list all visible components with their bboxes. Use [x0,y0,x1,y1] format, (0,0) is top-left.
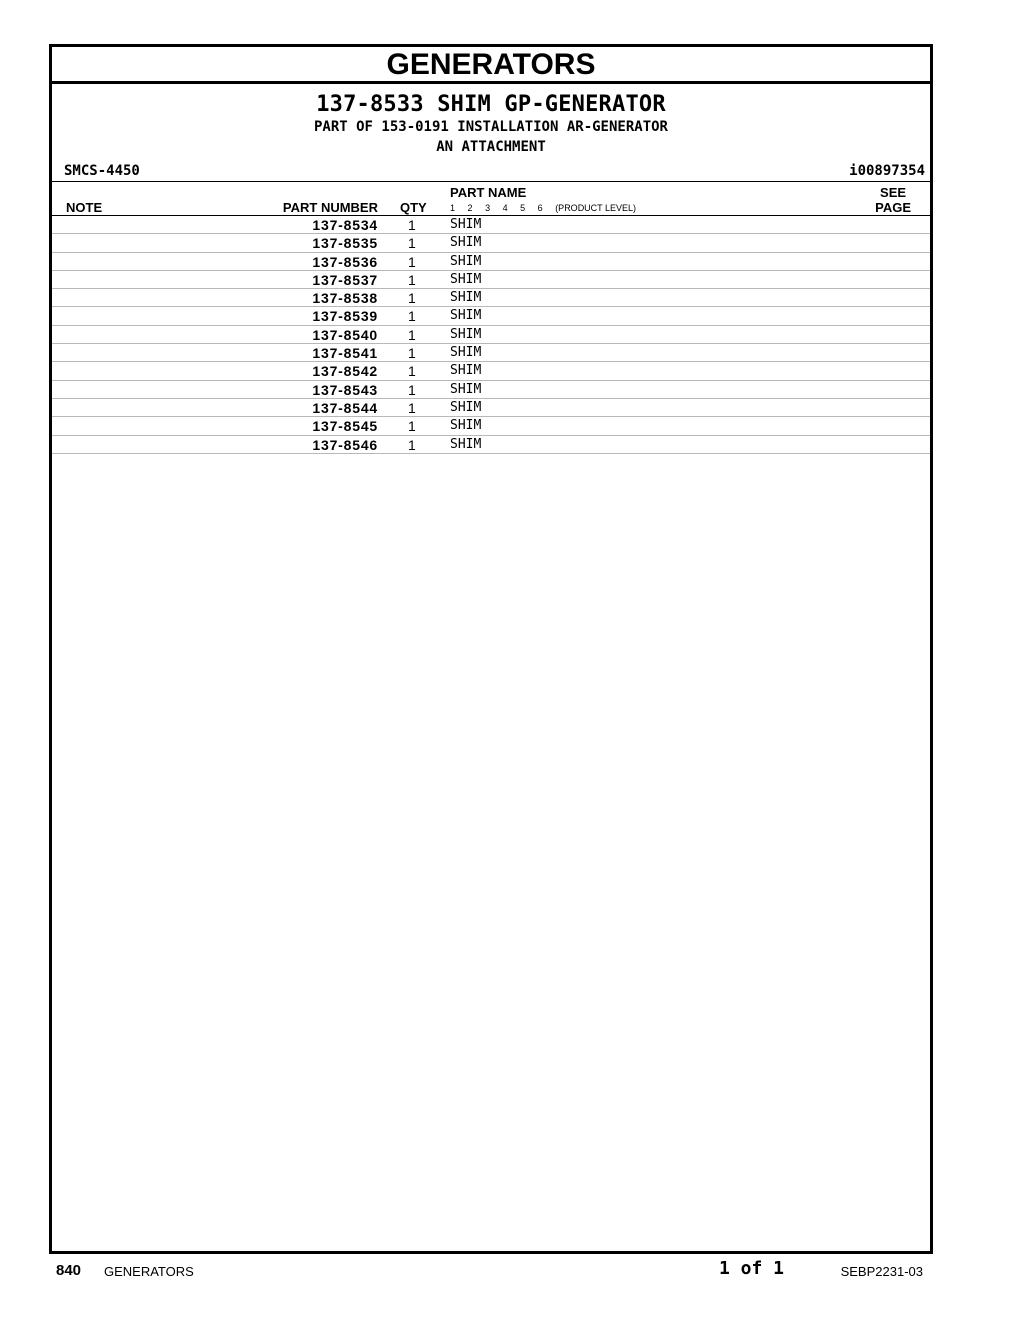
row-part-name: SHIM [450,326,482,342]
row-qty: 1 [408,436,416,453]
level-4: 4 [502,203,508,213]
row-qty: 1 [408,308,416,325]
meta-row [52,161,930,182]
level-6: 6 [537,203,543,213]
row-part-number: 137-8537 [312,271,378,288]
row-qty: 1 [408,399,416,416]
table-row [52,289,930,307]
parts-page-frame [49,44,933,1254]
table-row [52,362,930,380]
footer-section: GENERATORS [104,1264,194,1279]
level-1: 1 [450,203,456,213]
row-part-number: 137-8546 [312,436,378,453]
col-see-page [875,185,911,215]
row-part-name: SHIM [450,217,482,232]
row-qty: 1 [408,217,416,233]
col-part-number: PART NUMBER [282,200,378,215]
row-part-number: 137-8544 [312,399,378,416]
row-qty: 1 [408,271,416,288]
row-part-name: SHIM [450,253,482,269]
col-page-label: PAGE [875,200,911,215]
table-row [52,381,930,399]
table-row [52,271,930,289]
row-qty: 1 [408,363,416,380]
col-note: NOTE [66,200,103,215]
level-2: 2 [467,203,473,213]
row-part-name: SHIM [450,290,482,306]
col-part-name: PART NAME [450,185,527,200]
level-3: 3 [485,203,491,213]
table-row [52,307,930,325]
row-qty: 1 [408,290,416,307]
row-qty: 1 [408,345,416,362]
row-part-number: 137-8541 [312,345,378,362]
smcs-code: SMCS-4450 [64,163,140,179]
section-title: GENERATORS [52,47,930,84]
table-row [52,417,930,435]
table-row [52,216,930,234]
table-row [52,234,930,252]
illustration-id: i00897354 [849,163,925,179]
page-footer [56,1258,926,1282]
table-row [52,399,930,417]
row-part-name: SHIM [450,363,482,379]
parts-list [52,216,930,454]
table-row [52,344,930,362]
column-header [52,182,930,216]
row-qty: 1 [408,326,416,343]
row-part-name: SHIM [450,308,482,324]
row-qty: 1 [408,381,416,398]
row-part-number: 137-8540 [312,326,378,343]
group-title: 137-8533 SHIM GP-GENERATOR [316,92,666,117]
table-row [52,436,930,454]
row-part-number: 137-8538 [312,290,378,307]
subtitle-line-2: AN ATTACHMENT [436,139,546,155]
row-part-number: 137-8536 [312,253,378,270]
row-part-number: 137-8545 [312,418,378,435]
row-part-number: 137-8542 [312,363,378,380]
col-see-label: SEE [880,185,907,200]
row-part-name: SHIM [450,235,482,251]
row-qty: 1 [408,235,416,252]
page-number: 840 [56,1262,82,1279]
col-qty: QTY [400,200,427,215]
document-number: SEBP2231-03 [840,1264,923,1279]
table-row [52,326,930,344]
row-qty: 1 [408,253,416,270]
subtitle-line-1: PART OF 153-0191 INSTALLATION AR-GENERATOR [313,119,668,135]
product-levels [450,203,636,213]
table-row [52,253,930,271]
row-part-name: SHIM [450,381,482,397]
row-part-number: 137-8539 [312,308,378,325]
row-part-name: SHIM [450,418,482,434]
row-part-number: 137-8543 [312,381,378,398]
product-level-label: (PRODUCT LEVEL) [555,203,637,213]
row-part-name: SHIM [450,436,482,452]
row-part-name: SHIM [450,345,482,361]
row-part-number: 137-8535 [312,235,378,252]
row-part-name: SHIM [450,399,482,415]
level-5: 5 [520,203,526,213]
row-part-number: 137-8534 [312,217,378,233]
page-of: 1 of 1 [719,1258,785,1279]
row-part-name: SHIM [450,271,482,287]
row-qty: 1 [408,418,416,435]
